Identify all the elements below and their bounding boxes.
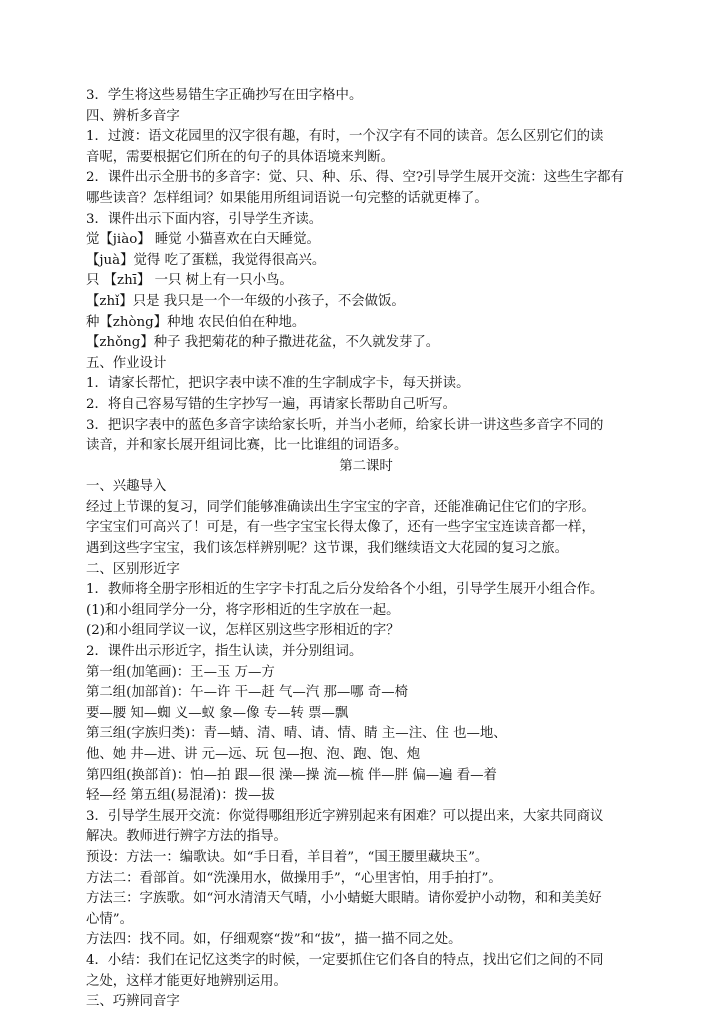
text-line: 预设：方法一：编歌诀。如“手日看，羊目着”，“国王腰里藏块玉”。: [86, 849, 489, 865]
text-line: 第四组(换部首)：怕—拍 跟—很 澡—操 流—梳 伴—胖 偏—遍 看—着: [86, 767, 497, 783]
text-line: 心情”。: [86, 911, 134, 927]
text-line: 音呢，需要根据它们所在的句子的具体语境来判断。: [86, 149, 394, 165]
text-line: 四、辨析多音字: [86, 108, 180, 124]
text-line: 读音，并和家长展开组词比赛，比一比谁组的词语多。: [86, 438, 408, 454]
text-line: 【zhǐ】只是 我只是一个一年级的小孩子，不会做饭。: [86, 293, 405, 309]
text-line: 方法三：字族歌。如“河水清清天气晴，小小蜻蜓大眼睛。请你爱护小动物，和和美美好: [86, 891, 602, 907]
text-line: 2．课件出示全册书的多音字：觉、只、种、乐、得、空?引导学生展开交流：这些生字都有: [86, 170, 624, 186]
text-line: 要—腰 知—蜘 义—蚁 象—像 专—转 票—飘: [86, 705, 349, 721]
text-line: 第二组(加部首)：午—许 干—赶 气—汽 那—哪 奇—椅: [86, 685, 409, 701]
text-line: 二、区别形近字: [86, 561, 180, 577]
text-line: 哪些读音？怎样组词？如果能用所组词语说一句完整的话就更棒了。: [86, 190, 488, 206]
section-title: 第二课时: [339, 458, 393, 474]
text-line: 种【zhòng】种地 农民伯伯在种地。: [86, 314, 306, 330]
text-line: 第一组(加笔画)：王—玉 万—方: [86, 664, 275, 680]
text-line: 遇到这些字宝宝，我们该怎样辨别呢？这节课，我们继续语文大花园的复习之旅。: [86, 541, 569, 557]
text-line: 觉【jiào】 睡觉 小猫喜欢在白天睡觉。: [86, 232, 320, 248]
text-line: 他、她 井—进、讲 元—远、玩 包—抱、泡、跑、饱、炮: [86, 747, 421, 762]
text-line: 解决。教师进行辨字方法的指导。: [86, 829, 287, 845]
text-line: 2．课件出示形近字，指生认读，并分别组词。: [86, 644, 363, 660]
text-line: 之处，这样才能更好地辨别运用。: [86, 973, 287, 989]
text-line: 三、巧辨同音字: [86, 994, 180, 1010]
text-line: 3．学生将这些易错生字正确抄写在田字格中。: [86, 88, 363, 103]
text-line: 4．小结：我们在记忆这类字的时候，一定要抓住它们各自的特点，找出它们之间的不同: [86, 952, 604, 968]
text-line: 3．把识字表中的蓝色多音字读给家长听，并当小老师，给家长讲一讲这些多音字不同的: [86, 417, 604, 433]
text-line: 只 【zhī】 一只 树上有一只小鸟。: [86, 273, 293, 289]
text-line: 3．引导学生展开交流：你觉得哪组形近字辨别起来有困难？可以提出来，大家共同商议: [86, 808, 604, 824]
text-line: 2．将自己容易写错的生字抄写一遍，再请家长帮助自己听写。: [86, 396, 457, 412]
text-line: (2)和小组同学议一议，怎样区别这些字形相近的字？: [86, 623, 400, 639]
text-line: 1．请家长帮忙，把识字表中读不准的生字制成字卡，每天拼读。: [86, 376, 470, 392]
text-line: 经过上节课的复习，同学们能够准确读出生字宝宝的字音，还能准确记住它们的字形。: [86, 499, 595, 515]
document-page: [86, 86, 646, 1013]
text-line: 1．过渡：语文花园里的汉字很有趣，有时，一个汉字有不同的读音。怎么区别它们的读: [86, 129, 604, 145]
text-line: 方法二：看部首。如“洗澡用水，做操用手”，“心里害怕，用手拍打”。: [86, 870, 502, 886]
text-line: 3．课件出示下面内容，引导学生齐读。: [86, 211, 323, 227]
text-line: 五、作业设计: [86, 355, 167, 371]
text-line: 字宝宝们可高兴了！可是，有一些字宝宝长得太像了，还有一些字宝宝连读音都一样，: [86, 520, 595, 536]
text-line: 一、兴趣导入: [86, 479, 167, 495]
text-line: 【juà】觉得 吃了蛋糕，我觉得很高兴。: [86, 252, 326, 268]
text-line: 轻—经 第五组(易混淆)：拨—拔: [86, 788, 275, 804]
text-line: (1)和小组同学分一分，将字形相近的生字放在一起。: [86, 602, 400, 618]
text-line: 方法四：找不同。如，仔细观察“拨”和“拔”，描一描不同之处。: [86, 932, 462, 948]
text-line: 第三组(字族归类)：青—蜻、清、晴、请、情、睛 主—注、住 也—地、: [86, 726, 507, 742]
text-line: 1．教师将全册字形相近的生字字卡打乱之后分发给各个小组，引导学生展开小组合作。: [86, 582, 604, 598]
text-line: 【zhǒng】种子 我把菊花的种子撒进花盆，不久就发芽了。: [86, 335, 440, 351]
